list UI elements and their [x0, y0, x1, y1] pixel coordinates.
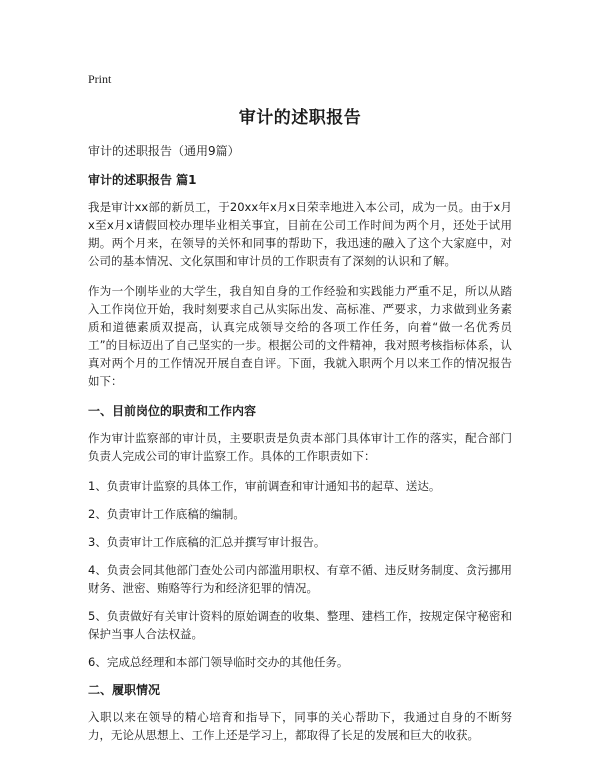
duty-item-2: 2、负责审计工作底稿的编制。 [88, 507, 245, 521]
section-1-heading: 一、目前岗位的职责和工作内容 [88, 404, 257, 418]
duty-item-1: 1、负责审计监察的具体工作，审前调查和审计通知书的起草、送达。 [88, 479, 441, 493]
intro-paragraph-1: 我是审计xx部的新员工，于20xx年x月x日荣幸地进入本公司，成为一员。由于x月x至x月x请假回校办理毕业相关事宜，目前在公司工作时间为两个月，还处于试用期。两个月来，在领导的关怀和同事的帮助下，我迅速的融入了这个大家庭中，对公司的基本情况、文化氛围和审计员的工作职责有了深刻的认识和了解。 [88, 200, 512, 268]
duty-item-5: 5、负责做好有关审计资料的原始调查的收集、整理、建档工作，按规定保守秘密和保护当事人合法权益。 [88, 609, 512, 641]
section-2-paragraph: 入职以来在领导的精心培育和指导下，同事的关心帮助下，我通过自身的不断努力，无论从思想上、工作上还是学习上，都取得了长足的发展和巨大的收获。 [88, 710, 512, 742]
section-2-heading: 二、履职情况 [88, 683, 161, 697]
document-title: 审计的述职报告 [238, 108, 362, 128]
section-1-paragraph: 作为审计监察部的审计员，主要职责是负责本部门具体审计工作的落实，配合部门负责人完成公司的审计监察工作。具体的工作职责如下： [88, 431, 512, 463]
duty-item-4: 4、负责会同其他部门查处公司内部滥用职权、有章不循、违反财务制度、贪污挪用财务、泄密、贿赂等行为和经济犯罪的情况。 [88, 563, 512, 595]
print-link[interactable]: Print [88, 72, 112, 86]
intro-paragraph-2: 作为一个刚毕业的大学生，我自知自身的工作经验和实践能力严重不足，所以从踏入工作岗位开始，我时刻要求自己从实际出发、高标准、严要求，力求做到业务素质和道德素质双提高，认真完成领导交给的各项工作任务，向着“做一名优秀员工”的目标迈出了自己坚实的一步。根据公司的文件精神，我对照考核指标体系，认真对两个月的工作情况开展自查自评。下面，我就入职两个月以来工作的情况报告如下： [88, 284, 512, 388]
document-subtitle: 审计的述职报告（通用9篇） [88, 144, 240, 158]
chapter-heading: 审计的述职报告 篇1 [88, 173, 197, 187]
duty-item-6: 6、完成总经理和本部门领导临时交办的其他任务。 [88, 655, 349, 669]
duty-item-3: 3、负责审计工作底稿的汇总并撰写审计报告。 [88, 535, 326, 549]
